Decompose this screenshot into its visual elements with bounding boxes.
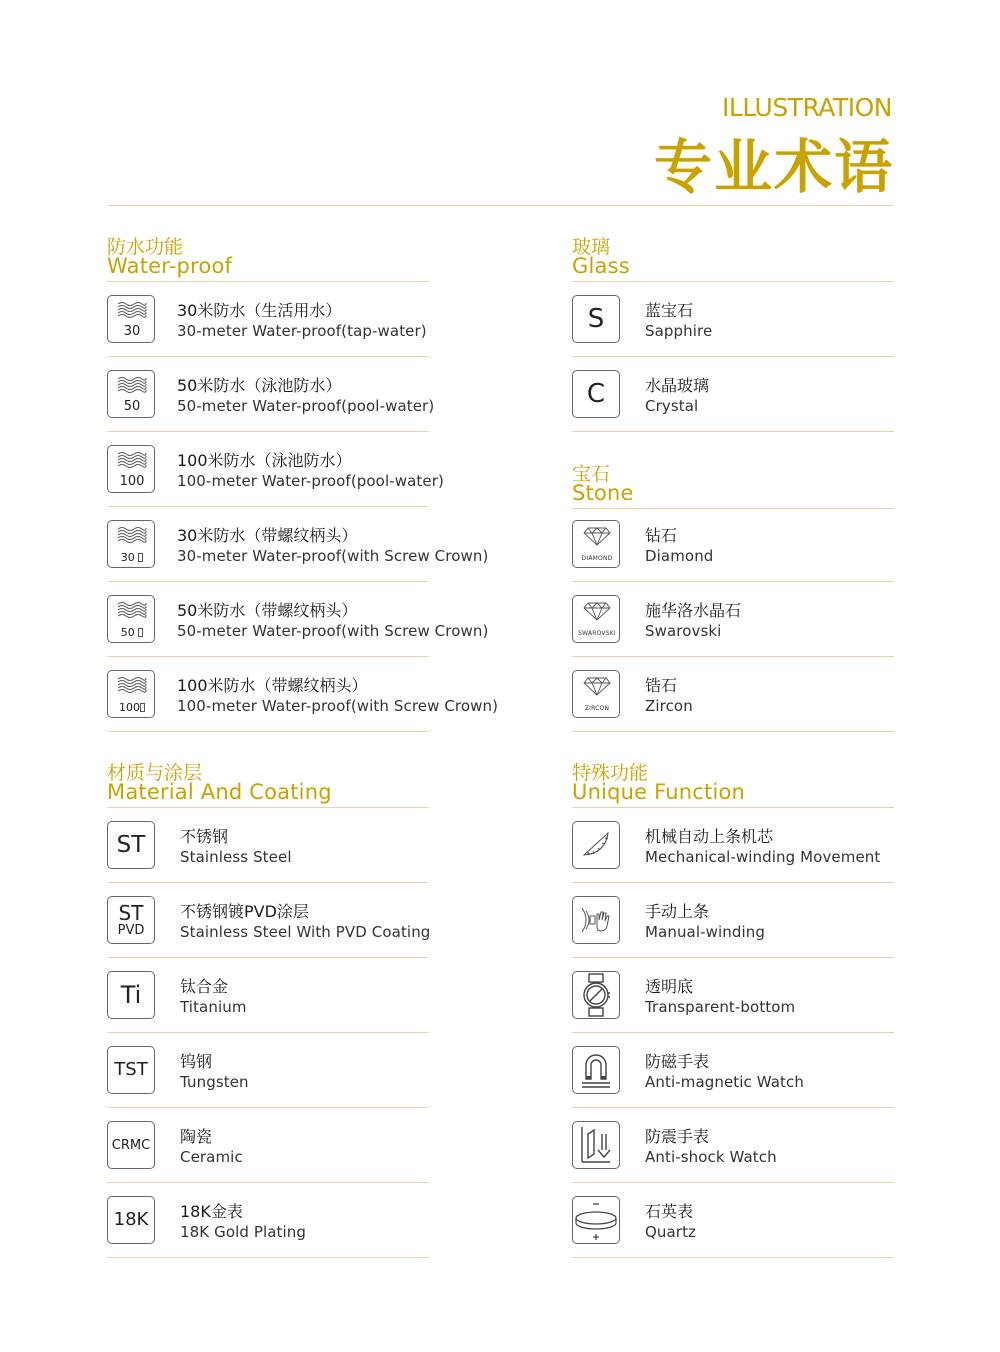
- section-title-cn: 特殊功能: [572, 762, 649, 784]
- waterproof-badge: [107, 445, 155, 493]
- glass-row-crystal: [572, 357, 894, 432]
- depth-value: 100: [119, 701, 140, 714]
- stone-badge: [572, 670, 620, 718]
- glass-badge: [572, 370, 620, 418]
- divider: [107, 731, 429, 732]
- function-badge: [572, 971, 620, 1019]
- item-title-en: 50-meter Water-proof(with Screw Crown): [177, 622, 489, 640]
- divider: [572, 1257, 894, 1258]
- manual-winding-icon: [576, 900, 616, 940]
- material-row-titanium: [107, 958, 429, 1033]
- depth-value: 50: [120, 626, 135, 639]
- item-title-cn: 100米防水（带螺纹柄头）: [177, 676, 368, 695]
- gem-icon: [583, 676, 611, 696]
- material-row-ceramic: [107, 1108, 429, 1183]
- item-title-en: Stainless Steel: [180, 848, 292, 866]
- item-title-en: Zircon: [645, 697, 693, 715]
- screw-crown-icon: [138, 628, 143, 637]
- screw-crown-icon: [140, 703, 145, 712]
- depth-value: 30: [120, 551, 135, 564]
- material-badge: [107, 896, 155, 944]
- item-title-cn: 机械自动上条机芯: [645, 827, 774, 846]
- wave-icon: [117, 376, 147, 400]
- auto-winding-icon: [576, 825, 616, 865]
- item-title-cn: 防磁手表: [645, 1052, 710, 1071]
- item-title-cn: 钻石: [645, 526, 678, 545]
- item-title-en: 100-meter Water-proof(pool-water): [177, 472, 444, 490]
- item-title-cn: 蓝宝石: [645, 301, 694, 320]
- waterproof-badge: [107, 595, 155, 643]
- badge-text: 18K: [113, 1209, 149, 1230]
- item-title-en: Titanium: [180, 998, 247, 1016]
- material-badge: [107, 1046, 155, 1094]
- section-title-en: Stone: [572, 481, 634, 505]
- item-title-en: 30-meter Water-proof(with Screw Crown): [177, 547, 489, 565]
- wave-icon: [117, 301, 147, 325]
- waterproof-depth: [108, 551, 155, 564]
- function-row-auto-winding: [572, 808, 894, 883]
- header-title-en: ILLUSTRATION: [722, 93, 892, 122]
- item-title-en: Manual-winding: [645, 923, 765, 941]
- item-title-en: Anti-shock Watch: [645, 1148, 777, 1166]
- section-title-cn: 材质与涂层: [107, 762, 203, 784]
- waterproof-row-50: [107, 357, 435, 432]
- waterproof-depth: [108, 626, 155, 639]
- section-title-en: Glass: [572, 254, 630, 278]
- waterproof-row-100-screw: [107, 657, 499, 732]
- item-title-en: Sapphire: [645, 322, 713, 340]
- diamond-icon: [583, 526, 611, 546]
- gem-label: SWAROVSKI: [578, 630, 616, 637]
- material-badge: [107, 821, 155, 869]
- badge-text: ST: [116, 831, 146, 858]
- function-row-quartz: [572, 1183, 894, 1258]
- item-title-cn: 钨钢: [180, 1052, 213, 1071]
- item-title-en: Ceramic: [180, 1148, 243, 1166]
- item-title-cn: 透明底: [645, 977, 694, 996]
- section-title-en: Water-proof: [107, 254, 233, 278]
- function-badge: [572, 821, 620, 869]
- section-title-cn: 玻璃: [572, 236, 611, 258]
- waterproof-badge: [107, 295, 155, 343]
- material-badge: [107, 1121, 155, 1169]
- function-badge: [572, 896, 620, 944]
- item-title-cn: 30米防水（带螺纹柄头）: [177, 526, 358, 545]
- material-row-gold: [107, 1183, 429, 1258]
- item-title-en: Swarovski: [645, 622, 722, 640]
- waterproof-row-100: [107, 432, 444, 507]
- section-header-waterproof: [107, 232, 429, 282]
- item-title-cn: 30米防水（生活用水）: [177, 301, 342, 320]
- item-title-cn: 不锈钢镀PVD涂层: [180, 902, 309, 921]
- item-title-cn: 水晶玻璃: [645, 376, 710, 395]
- item-title-en: Crystal: [645, 397, 699, 415]
- material-badge: [107, 971, 155, 1019]
- header-divider: [107, 205, 894, 206]
- magnet-icon: [576, 1049, 616, 1091]
- item-title-en: 100-meter Water-proof(with Screw Crown): [177, 697, 499, 715]
- waterproof-depth: [108, 701, 155, 714]
- wave-icon: [117, 676, 147, 700]
- item-title-en: Stainless Steel With PVD Coating: [180, 923, 431, 941]
- waterproof-depth: 100: [119, 474, 145, 489]
- item-title-cn: 钛合金: [180, 977, 229, 996]
- waterproof-badge: [107, 670, 155, 718]
- divider: [107, 1257, 429, 1258]
- wave-icon: [117, 451, 147, 475]
- waterproof-row-30: [107, 282, 429, 357]
- section-title-cn: 宝石: [572, 463, 611, 485]
- section-header-glass: [572, 232, 894, 282]
- item-title-cn: 防震手表: [645, 1127, 710, 1146]
- header-title-cn: 专业术语: [653, 133, 894, 201]
- glass-row-sapphire: [572, 282, 894, 357]
- badge-text: S: [587, 304, 605, 334]
- section-title-en: Unique Function: [572, 780, 746, 804]
- section-header-function: [572, 758, 894, 808]
- anti-shock-icon: [576, 1124, 616, 1166]
- waterproof-row-50-screw: [107, 582, 489, 657]
- stone-badge: [572, 595, 620, 643]
- wave-icon: [117, 601, 147, 625]
- item-title-cn: 50米防水（泳池防水）: [177, 376, 342, 395]
- badge-subtext: PVD: [117, 922, 145, 938]
- material-row-tungsten: [107, 1033, 429, 1108]
- glass-badge: [572, 295, 620, 343]
- function-row-manual-winding: [572, 883, 894, 958]
- function-row-anti-magnetic: [572, 1033, 894, 1108]
- function-badge: [572, 1121, 620, 1169]
- badge-text: CRMC: [111, 1137, 151, 1153]
- transparent-bottom-icon: [576, 973, 616, 1017]
- badge-text: C: [586, 379, 606, 409]
- screw-crown-icon: [138, 553, 143, 562]
- badge-text: Ti: [120, 981, 142, 1009]
- item-title-en: 50-meter Water-proof(pool-water): [177, 397, 435, 415]
- waterproof-badge: [107, 370, 155, 418]
- item-title-cn: 不锈钢: [180, 827, 229, 846]
- waterproof-badge: [107, 520, 155, 568]
- item-title-en: Tungsten: [180, 1073, 249, 1091]
- function-badge: [572, 1196, 620, 1244]
- gem-label: ZIRCON: [584, 705, 610, 712]
- item-title-cn: 施华洛水晶石: [645, 601, 742, 620]
- badge-text: ST: [118, 900, 144, 925]
- divider: [572, 431, 894, 432]
- item-title-cn: 手动上条: [645, 902, 710, 921]
- section-header-stone: [572, 459, 894, 509]
- item-title-cn: 100米防水（泳池防水）: [177, 451, 352, 470]
- item-title-cn: 50米防水（带螺纹柄头）: [177, 601, 358, 620]
- function-row-transparent-bottom: [572, 958, 894, 1033]
- section-header-material: [107, 758, 429, 808]
- material-row-pvd: [107, 883, 429, 958]
- stone-row-zircon: [572, 657, 894, 732]
- divider: [572, 731, 894, 732]
- badge-text: TST: [114, 1059, 148, 1080]
- waterproof-depth: 30: [123, 324, 141, 339]
- waterproof-row-30-screw: [107, 507, 489, 582]
- item-title-en: Anti-magnetic Watch: [645, 1073, 804, 1091]
- section-title-cn: 防水功能: [107, 236, 184, 258]
- gem-label: DIAMOND: [581, 555, 613, 562]
- item-title-cn: 锆石: [645, 676, 678, 695]
- function-row-anti-shock: [572, 1108, 894, 1183]
- material-row-stainless: [107, 808, 429, 883]
- gem-icon: [583, 601, 611, 621]
- item-title-cn: 陶瓷: [180, 1127, 213, 1146]
- item-title-en: Transparent-bottom: [645, 998, 796, 1016]
- item-title-en: Quartz: [645, 1223, 697, 1241]
- wave-icon: [117, 526, 147, 550]
- stone-row-diamond: [572, 507, 894, 582]
- waterproof-depth: 50: [123, 399, 141, 414]
- item-title-cn: 18K金表: [180, 1202, 243, 1221]
- item-title-en: 30-meter Water-proof(tap-water): [177, 322, 427, 340]
- section-title-en: Material And Coating: [107, 780, 332, 804]
- function-badge: [572, 1046, 620, 1094]
- item-title-en: 18K Gold Plating: [180, 1223, 307, 1241]
- stone-badge: [572, 520, 620, 568]
- item-title-en: Diamond: [645, 547, 714, 565]
- stone-row-swarovski: [572, 582, 894, 657]
- item-title-cn: 石英表: [645, 1202, 694, 1221]
- battery-icon: [573, 1198, 619, 1242]
- material-badge: [107, 1196, 155, 1244]
- item-title-en: Mechanical-winding Movement: [645, 848, 881, 866]
